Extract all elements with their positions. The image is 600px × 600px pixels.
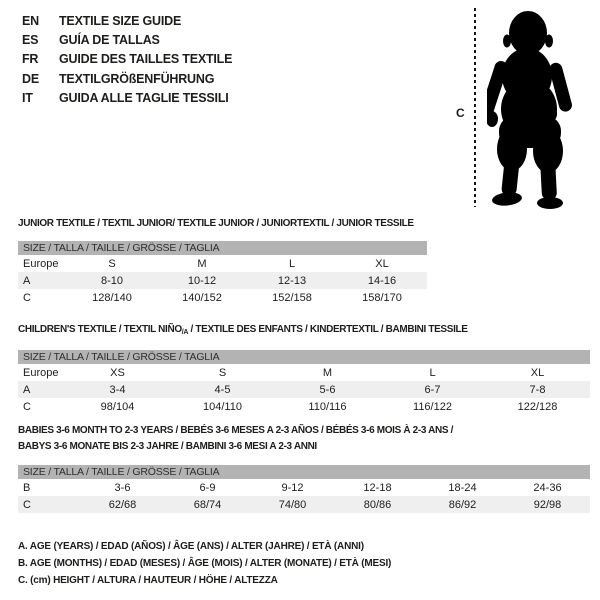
row-label: C	[23, 291, 31, 304]
table-cell: 104/110	[203, 400, 242, 413]
language-row	[22, 89, 232, 108]
table-cell: 92/98	[533, 498, 562, 511]
table-row-europe	[18, 364, 590, 381]
table-cell: 14-16	[367, 274, 397, 287]
table-cell: 12-13	[277, 274, 307, 287]
table-cell: L	[288, 257, 296, 270]
children-size-table	[18, 350, 590, 415]
table-row-europe	[18, 255, 427, 272]
table-row-a	[18, 272, 427, 289]
babies-size-table	[18, 465, 590, 513]
language-title: GUIDA ALLE TAGLIE TESSILI	[59, 91, 229, 106]
table-cell: 116/122	[413, 400, 452, 413]
language-title: TEXTILE SIZE GUIDE	[59, 13, 182, 28]
children-table-title	[18, 322, 468, 341]
row-label: Europe	[23, 366, 59, 379]
table-cell: 86/92	[448, 498, 477, 511]
table-cell: S	[108, 257, 116, 270]
row-label: A	[23, 383, 31, 396]
table-cell: 18-24	[448, 481, 477, 494]
language-title: TEXTILGRÖßENFÜHRUNG	[59, 71, 215, 86]
language-title: GUÍA DE TALLAS	[59, 33, 160, 48]
table-cell: L	[429, 366, 436, 379]
children-title-text: / TEXTILE DES ENFANTS / KINDERTEXTIL / BAMBINI TESSILE	[188, 324, 468, 335]
table-row-c	[18, 398, 590, 415]
size-header-bar: SIZE / TALLA / TAILLE / GRÖSSE / TAGLIA	[18, 350, 590, 364]
table-cell: 98/104	[100, 400, 135, 413]
table-cell: 3-6	[114, 481, 131, 494]
table-cell: 152/158	[272, 291, 312, 304]
children-title-subscript: /A	[181, 329, 189, 336]
table-cell: 158/170	[362, 291, 402, 304]
size-header-bar: SIZE / TALLA / TAILLE / GRÖSSE / TAGLIA	[18, 465, 590, 479]
table-cell: S	[218, 366, 227, 379]
junior-table-title: JUNIOR TEXTILE / TEXTIL JUNIOR/ TEXTILE JUNIOR / JUNIORTEXTIL / JUNIOR TESSILE	[18, 218, 414, 229]
language-row	[22, 69, 232, 88]
table-cell: XL	[530, 366, 545, 379]
legend-notes	[18, 538, 391, 589]
table-row-a	[18, 381, 590, 398]
junior-size-table	[18, 241, 427, 306]
table-cell: 3-4	[109, 383, 126, 396]
table-cell: M	[197, 257, 207, 270]
table-cell: M	[322, 366, 333, 379]
table-cell: 128/140	[92, 291, 132, 304]
babies-title-line1: BABIES 3-6 MONTH TO 2-3 YEARS / BEBÉS 3-6 MESES A 2-3 AÑOS / BÉBÉS 3-6 MOIS À 2-3 ANS /	[18, 425, 454, 436]
table-cell: 10-12	[187, 274, 217, 287]
size-header-bar: SIZE / TALLA / TAILLE / GRÖSSE / TAGLIA	[18, 241, 427, 255]
language-code: IT	[22, 91, 33, 106]
table-cell: 12-18	[363, 481, 392, 494]
language-row	[22, 30, 232, 49]
language-title-list	[22, 11, 232, 108]
toddler-silhouette-icon	[487, 6, 595, 210]
language-row	[22, 11, 232, 30]
height-dashed-line	[474, 8, 476, 207]
table-cell: 5-6	[319, 383, 336, 396]
language-code: ES	[22, 33, 39, 48]
row-label: A	[23, 274, 31, 287]
table-cell: 110/116	[308, 400, 347, 413]
language-title: GUIDE DES TAILLES TEXTILE	[59, 52, 233, 67]
language-code: EN	[22, 13, 39, 28]
table-cell: 62/68	[108, 498, 137, 511]
table-cell: 6-9	[199, 481, 216, 494]
table-cell: 4-5	[214, 383, 231, 396]
table-cell: 68/74	[193, 498, 222, 511]
row-label: C	[23, 400, 31, 413]
note-b: B. AGE (MONTHS) / EDAD (MESES) / ÂGE (MOIS) / ALTER (MONATE) / ETÀ (MESI)	[18, 558, 392, 569]
table-row-c	[18, 496, 590, 513]
language-code: FR	[22, 52, 39, 67]
row-label: B	[23, 481, 31, 494]
language-row	[22, 50, 232, 69]
note-c: C. (cm) HEIGHT / ALTURA / HAUTEUR / HÖHE / ALTEZZA	[18, 575, 278, 586]
table-cell: XS	[110, 366, 125, 379]
table-cell: 7-8	[529, 383, 546, 396]
note-a: A. AGE (YEARS) / EDAD (AÑOS) / ÂGE (ANS) / ALTER (JAHRE) / ETÀ (ANNI)	[18, 541, 364, 552]
table-cell: 80/86	[363, 498, 392, 511]
table-cell: XL	[375, 257, 389, 270]
table-cell: 140/152	[182, 291, 222, 304]
language-code: DE	[22, 71, 39, 86]
row-label: Europe	[23, 257, 59, 270]
table-cell: 8-10	[100, 274, 124, 287]
table-row-b	[18, 479, 590, 496]
table-cell: 24-36	[533, 481, 562, 494]
table-cell: 6-7	[424, 383, 441, 396]
table-cell: 74/80	[278, 498, 307, 511]
height-measure-label: C	[456, 106, 465, 120]
row-label: C	[23, 498, 31, 511]
table-cell: 122/128	[517, 400, 558, 413]
babies-table-title	[18, 423, 453, 455]
table-cell: 9-12	[281, 481, 304, 494]
children-title-text: CHILDREN'S TEXTILE / TEXTIL NIÑO	[18, 324, 182, 335]
table-row-c	[18, 289, 427, 306]
babies-title-line2: BABYS 3-6 MONATE BIS 2-3 JAHRE / BAMBINI 3-6 MESI A 2-3 ANNI	[18, 441, 317, 452]
